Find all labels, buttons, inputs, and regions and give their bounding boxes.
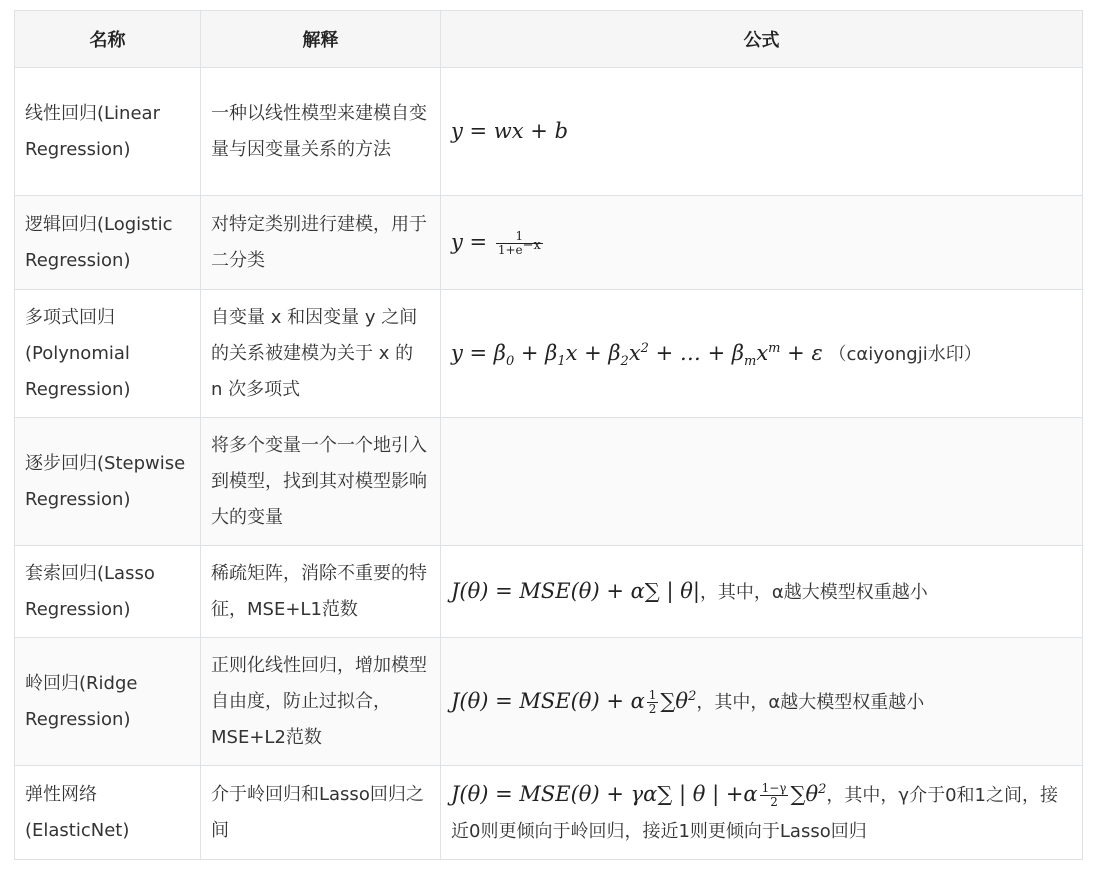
table-row [15,766,1083,860]
formula-note: ，其中，α越大模型权重越小 [699,581,928,603]
table-row [15,290,1083,418]
name-cell: 套索回归(Lasso Regression) [15,546,201,638]
formula-lasso: J(θ) = MSE(θ) + α∑ | θ| [451,578,700,603]
table-row [15,196,1083,290]
explain-cell: 稀疏矩阵，消除不重要的特征，MSE+L1范数 [201,546,441,638]
formula-polynomial: $y = \beta_0 + \beta_1x + \beta_2x^2$ + … + $\beta_mx^m + \varepsilon$ [451,340,823,369]
name-cell: 线性回归(Linear Regression) [15,68,201,196]
name-cell: 岭回归(Ridge Regression) [15,638,201,766]
formula-cell [441,638,1083,766]
name-cell: 弹性网络(ElasticNet) [15,766,201,860]
header-formula: 公式 [441,11,1083,68]
formula-ridge: J(θ) = MSE(θ) + α $\frac{1}{2}$ $\sum\theta^2$ [451,687,697,716]
formula-cell [441,68,1083,196]
explain-cell: 自变量 x 和因变量 y 之间的关系被建模为关于 x 的 n 次多项式 [201,290,441,418]
explain-cell: 一种以线性模型来建模自变量与因变量关系的方法 [201,68,441,196]
formula-linear: y = wx + b [451,118,569,143]
explain-cell: 对特定类别进行建模，用于二分类 [201,196,441,290]
formula-cell [441,418,1083,546]
name-cell: 逻辑回归(Logistic Regression) [15,196,201,290]
header-explain: 解释 [201,11,441,68]
formula-logistic: y = $\frac{1}{1+e^{-x}}$ [451,228,541,257]
table-row [15,68,1083,196]
header-name: 名称 [15,11,201,68]
header-row [15,11,1083,68]
formula-cell [441,290,1083,418]
formula-cell [441,196,1083,290]
formula-note: （cαiyongji水印） [828,343,982,365]
formula-cell [441,766,1083,860]
name-cell: 逐步回归(Stepwise Regression) [15,418,201,546]
explain-cell: 正则化线性回归，增加模型自由度，防止过拟合，MSE+L2范数 [201,638,441,766]
table-row [15,638,1083,766]
table-row [15,546,1083,638]
formula-elasticnet: J(θ) = MSE(θ) + γα∑ | θ | +α $\frac{1-\gamma}{2}$ $\sum\theta^2$ [451,780,827,809]
formula-cell [441,546,1083,638]
formula-note: ，其中，α越大模型权重越小 [696,691,925,713]
regression-table [14,10,1083,860]
formula-note: ，其中，γ介于0和1之间，接近0则更倾向于岭回归，接近1则更倾向于Lasso回归 [451,784,1058,842]
name-cell: 多项式回归(Polynomial Regression) [15,290,201,418]
explain-cell: 将多个变量一个一个地引入到模型，找到其对模型影响大的变量 [201,418,441,546]
table-row [15,418,1083,546]
explain-cell: 介于岭回归和Lasso回归之间 [201,766,441,860]
